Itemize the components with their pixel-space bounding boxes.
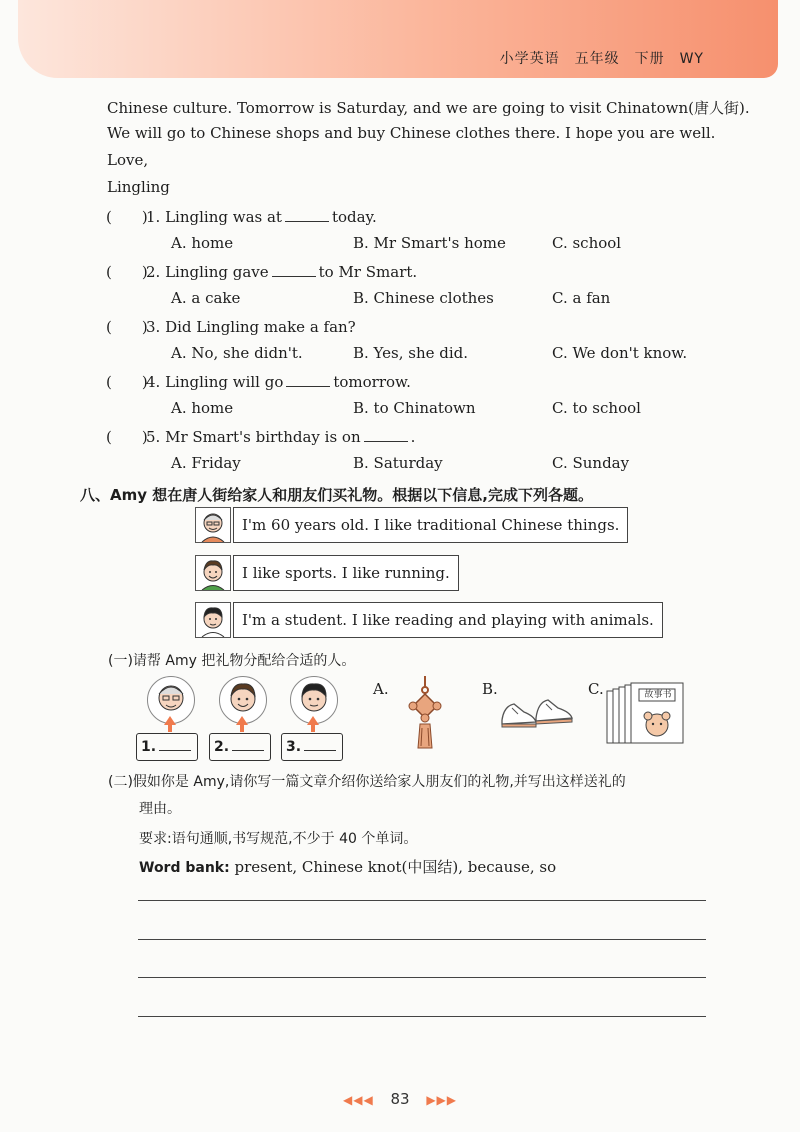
question-4: [106, 371, 411, 392]
answer-paren[interactable]: ( ): [106, 208, 148, 226]
answer-label: 1.: [141, 739, 157, 755]
answer-paren[interactable]: ( ): [106, 428, 148, 446]
passage-closing: Love,: [107, 151, 149, 169]
question-3: [106, 316, 356, 337]
question-1: [106, 206, 377, 227]
part2-title-cont: 理由。: [139, 801, 181, 817]
grandpa-avatar-icon: [195, 507, 231, 543]
word-bank-label: Word bank:: [139, 860, 230, 876]
storybook-title: 故事书: [644, 690, 672, 700]
speech-bubble: I like sports. I like running.: [233, 555, 459, 591]
option-b: B. Yes, she did.: [353, 344, 469, 362]
question-stem: 3. Did Lingling make a fan?: [146, 318, 356, 336]
answer-paren[interactable]: ( ): [106, 373, 148, 391]
writing-line[interactable]: [138, 977, 706, 978]
gift-label-b: B.: [482, 680, 498, 698]
chinese-knot-icon: [404, 676, 446, 752]
option-c: C. We don't know.: [552, 344, 688, 362]
left-arrows-icon: ◀◀◀: [342, 1093, 374, 1107]
section-title: 八、Amy 想在唐人街给家人和朋友们买礼物。根据以下信息,完成下列各题。: [80, 486, 593, 504]
passage-line: We will go to Chinese shops and buy Chinese clothes there. I hope you are well.: [107, 124, 716, 142]
option-c: C. school: [552, 234, 622, 252]
speech-bubble: I'm a student. I like reading and playing with animals.: [233, 602, 663, 638]
writing-line[interactable]: [138, 1016, 706, 1017]
question-stem-end: .: [410, 428, 416, 446]
word-bank-items: present, Chinese knot(中国结), because, so: [229, 858, 557, 876]
option-a: A. No, she didn't.: [171, 344, 303, 362]
word-bank: [139, 856, 556, 877]
requirement-text: 要求:语句通顺,书写规范,不少于 40 个单词。: [139, 831, 418, 847]
part2-title: (二)假如你是 Amy,请你写一篇文章介绍你送给家人朋友们的礼物,并写出这样送礼的: [108, 774, 626, 790]
passage-line: Chinese culture. Tomorrow is Saturday, and we are going to visit Chinatown(唐人街).: [107, 99, 750, 117]
gift-label-c: C.: [588, 680, 604, 698]
option-a: A. home: [171, 234, 234, 252]
answer-blank[interactable]: [232, 736, 264, 751]
passage-signature: Lingling: [107, 178, 170, 196]
question-stem: 5. Mr Smart's birthday is on: [146, 428, 361, 446]
question-stem: 4. Lingling will go: [146, 373, 284, 391]
speech-bubble: I'm 60 years old. I like traditional Chinese things.: [233, 507, 628, 543]
boy-avatar-icon: [195, 555, 231, 591]
fill-blank[interactable]: [285, 209, 329, 222]
page-number: 83: [390, 1090, 410, 1108]
question-stem: 1. Lingling was at: [146, 208, 282, 226]
fill-blank[interactable]: [364, 429, 408, 442]
sneakers-icon: [500, 694, 574, 730]
option-b: B. to Chinatown: [353, 399, 476, 417]
option-a: A. home: [171, 399, 234, 417]
option-b: B. Saturday: [353, 454, 443, 472]
gift-label-a: A.: [373, 680, 389, 698]
part1-title: (一)请帮 Amy 把礼物分配给合适的人。: [108, 653, 356, 669]
question-stem-end: to Mr Smart.: [318, 263, 418, 281]
answer-blank[interactable]: [304, 736, 336, 751]
right-arrows-icon: ▶▶▶: [426, 1093, 458, 1107]
question-stem: 2. Lingling gave: [146, 263, 269, 281]
arrow-stem: [240, 724, 244, 732]
option-c: C. to school: [552, 399, 641, 417]
arrow-stem: [168, 724, 172, 732]
writing-line[interactable]: [138, 939, 706, 940]
answer-paren[interactable]: ( ): [106, 318, 148, 336]
storybooks-icon: [605, 681, 685, 747]
option-c: C. a fan: [552, 289, 611, 307]
question-2: [106, 261, 417, 282]
fill-blank[interactable]: [286, 374, 330, 387]
answer-box-1[interactable]: [136, 733, 198, 761]
fill-blank[interactable]: [272, 264, 316, 277]
page-footer: [0, 1090, 800, 1108]
student-avatar-icon: [195, 602, 231, 638]
arrow-stem: [311, 724, 315, 732]
writing-line[interactable]: [138, 900, 706, 901]
question-stem-end: today.: [331, 208, 377, 226]
header-title: 小学英语 五年级 下册 WY: [499, 51, 704, 67]
answer-label: 3.: [286, 739, 302, 755]
answer-blank[interactable]: [159, 736, 191, 751]
question-stem-end: tomorrow.: [333, 373, 411, 391]
option-a: A. Friday: [171, 454, 241, 472]
answer-paren[interactable]: ( ): [106, 263, 148, 281]
answer-box-2[interactable]: [209, 733, 271, 761]
option-b: B. Mr Smart's home: [353, 234, 506, 252]
answer-label: 2.: [214, 739, 230, 755]
option-c: C. Sunday: [552, 454, 630, 472]
option-a: A. a cake: [171, 289, 241, 307]
question-5: [106, 426, 415, 447]
option-b: B. Chinese clothes: [353, 289, 494, 307]
answer-box-3[interactable]: [281, 733, 343, 761]
